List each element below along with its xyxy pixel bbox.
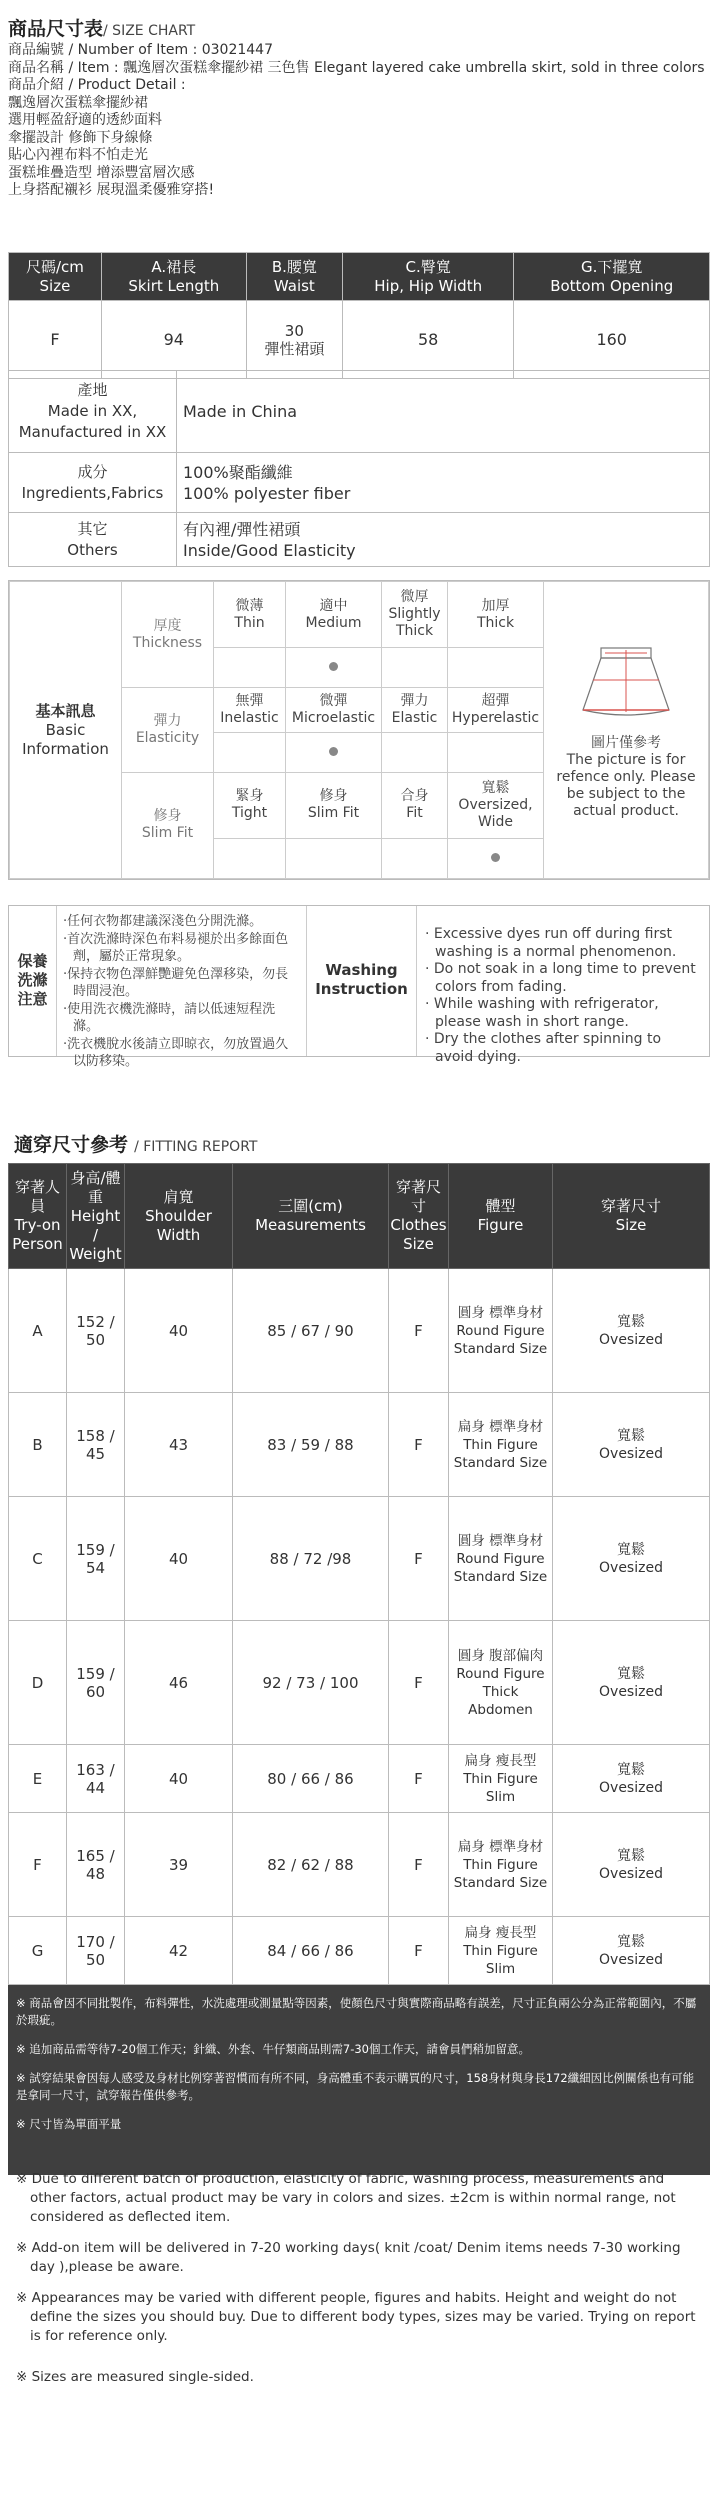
shoulder-cell: 39 <box>125 1813 233 1917</box>
elasticity-dot-cell <box>214 732 286 772</box>
hip-value: 58 <box>342 301 514 379</box>
info-line: 飄逸層次蛋糕傘擺紗裙 <box>8 94 148 111</box>
waist-value: 30 彈性裙頭 <box>246 301 342 379</box>
measurements-cell: 92 / 73 / 100 <box>233 1621 389 1745</box>
fit-dot-cell <box>448 839 544 879</box>
clothes-size-cell: F <box>389 1813 449 1917</box>
notes-zh <box>8 1985 710 2175</box>
person-cell: E <box>9 1745 67 1813</box>
figure-cell: 圓身 腹部偏肉 Round Figure Thick Abdomen <box>449 1621 553 1745</box>
person-cell: B <box>9 1393 67 1497</box>
thickness-option-thick: 加厚 Thick <box>448 582 544 648</box>
thickness-option-medium: 適中 Medium <box>286 582 382 648</box>
note-item: ※ 尺寸皆為單面平量 <box>16 2117 122 2131</box>
fit-size-cell: 寬鬆 Ovesized <box>553 1813 710 1917</box>
selected-dot-icon <box>329 747 338 756</box>
fit-option-fit: 合身 Fit <box>382 772 448 838</box>
info-line: 商品名稱 / Item : 飄逸層次蛋糕傘擺紗裙 三色售 Elegant layered cake umbrella skirt, sold in three colors <box>8 59 705 76</box>
bottom-opening-value: 160 <box>514 301 710 379</box>
clothes-size-cell: F <box>389 1917 449 1985</box>
selected-dot-icon <box>491 853 500 862</box>
figure-cell: 扁身 瘦長型 Thin Figure Slim <box>449 1745 553 1813</box>
figure-cell: 扁身 標準身材 Thin Figure Standard Size <box>449 1393 553 1497</box>
thickness-dot-cell <box>448 648 544 688</box>
care-notes-en: · Excessive dyes run off during first washing is a normal phenomenon. · Do not soak in a long time to prevent colors from fading. · While washing with refrigerator, please wash in short range. · Dry the clothes after spinning to avoid dying. <box>425 926 696 1065</box>
person-cell: A <box>9 1269 67 1393</box>
selected-dot-icon <box>329 662 338 671</box>
skirt-image-panel <box>544 582 709 879</box>
table-row <box>9 1621 710 1745</box>
shoulder-cell: 43 <box>125 1393 233 1497</box>
note-item: ※ 商品會因不同批製作，布料彈性，水洗處理或測量點等因素，使顏色尺寸與實際商品略有誤差，尺寸正負兩公分為正常範圍內，不屬於瑕疵。 <box>16 1996 697 2027</box>
info-line: 選用輕盈舒適的透紗面料 <box>8 112 162 128</box>
table-row <box>9 1393 710 1497</box>
measurements-cell: 85 / 67 / 90 <box>233 1269 389 1393</box>
elasticity-label: 彈力 Elasticity <box>122 688 214 773</box>
clothes-size-cell: F <box>389 1497 449 1621</box>
elasticity-dot-cell <box>382 732 448 772</box>
elasticity-option-elastic: 彈力 Elastic <box>382 688 448 733</box>
info-line: 貼心內裡布料不怕走光 <box>8 147 148 163</box>
slim-fit-label: 修身 Slim Fit <box>122 772 214 878</box>
image-note: 圖片僅參考 The picture is for refence only. Please be subject to the actual product. <box>556 735 696 819</box>
fit-size-cell: 寬鬆 Ovesized <box>553 1745 710 1813</box>
info-line: 傘擺設計 修飾下身線條 <box>8 129 153 146</box>
figure-cell: 圓身 標準身材 Round Figure Standard Size <box>449 1269 553 1393</box>
fit-header-person: 穿著人員 Try-on Person <box>9 1164 67 1269</box>
shoulder-cell: 40 <box>125 1269 233 1393</box>
info-line: 蛋糕堆疊造型 增添豐富層次感 <box>8 164 195 181</box>
thickness-dot-cell <box>382 648 448 688</box>
origin-label: 產地 Made in XX, Manufactured in XX <box>9 371 177 453</box>
skirt-length-value: 94 <box>101 301 246 379</box>
fit-dot-cell <box>214 839 286 879</box>
clothes-size-cell: F <box>389 1269 449 1393</box>
size-header: 尺碼/cm Size <box>9 253 102 301</box>
thickness-dot-cell <box>286 648 382 688</box>
size-table <box>8 252 710 379</box>
height-cell: 159 / 54 <box>67 1497 125 1621</box>
fit-size-cell: 寬鬆 Ovesized <box>553 1393 710 1497</box>
skirt-length-header: A.裙長 Skirt Length <box>101 253 246 301</box>
note-item: ※ Due to different batch of production, elasticity of fabric, washing process, measurements and other factors, actual product may be vary in colors and sizes. ±2cm is within normal range, not considered as deflected item. <box>16 2171 676 2225</box>
table-row <box>9 1269 710 1393</box>
others-label: 其它 Others <box>9 513 177 567</box>
washing-instruction-label: Washing Instruction <box>307 906 417 1056</box>
shoulder-cell: 42 <box>125 1917 233 1985</box>
elasticity-option-hyperelastic: 超彈 Hyperelastic <box>448 688 544 733</box>
height-cell: 158 / 45 <box>67 1393 125 1497</box>
measurements-cell: 80 / 66 / 86 <box>233 1745 389 1813</box>
notes-en <box>8 2160 710 2400</box>
height-cell: 170 / 50 <box>67 1917 125 1985</box>
table-row <box>9 1497 710 1621</box>
size-chart-title-zh: 商品尺寸表 <box>8 18 104 40</box>
fit-option-oversized: 寬鬆 Oversized, Wide <box>448 772 544 838</box>
thickness-dot-cell <box>214 648 286 688</box>
others-value: 有內裡/彈性裙頭 Inside/Good Elasticity <box>177 513 710 567</box>
height-cell: 163 / 44 <box>67 1745 125 1813</box>
person-cell: C <box>9 1497 67 1621</box>
note-item: ※ Add-on item will be delivered in 7-20 working days( knit /coat/ Denim items needs 7-30 working day ),please be aware. <box>16 2240 681 2275</box>
person-cell: F <box>9 1813 67 1917</box>
fit-header-measurements: 三圍(cm) Measurements <box>233 1164 389 1269</box>
clothes-size-cell: F <box>389 1745 449 1813</box>
washing-instruction-section <box>8 905 710 1069</box>
size-value: F <box>9 301 102 379</box>
fit-option-slim: 修身 Slim Fit <box>286 772 382 838</box>
height-cell: 165 / 48 <box>67 1813 125 1917</box>
size-chart-title <box>8 14 195 41</box>
hip-header: C.臀寬 Hip, Hip Width <box>342 253 514 301</box>
fitting-table <box>8 1163 710 1985</box>
note-item: ※ Appearances may be varied with different people, figures and habits. Height and weight do not define the sizes you should buy. Due to different body types, sizes may be varied. Trying on report is for reference only. <box>16 2290 696 2344</box>
thickness-label: 厚度 Thickness <box>122 582 214 688</box>
table-row <box>9 1813 710 1917</box>
thickness-option-slightly-thick: 微厚 Slightly Thick <box>382 582 448 648</box>
figure-cell: 圓身 標準身材 Round Figure Standard Size <box>449 1497 553 1621</box>
elasticity-dot-cell <box>448 732 544 772</box>
note-item: ※ Sizes are measured single-sided. <box>16 2369 254 2385</box>
shoulder-cell: 40 <box>125 1497 233 1621</box>
fit-size-cell: 寬鬆 Ovesized <box>553 1497 710 1621</box>
waist-header: B.腰寬 Waist <box>246 253 342 301</box>
elasticity-dot-cell <box>286 732 382 772</box>
table-row <box>9 1745 710 1813</box>
product-info <box>8 42 708 200</box>
fit-size-cell: 寬鬆 Ovesized <box>553 1269 710 1393</box>
fit-header-height: 身高/體重 Height / Weight <box>67 1164 125 1269</box>
clothes-size-cell: F <box>389 1393 449 1497</box>
info-line: 上身搭配襯衫 展現溫柔優雅穿搭! <box>8 182 215 198</box>
person-cell: D <box>9 1621 67 1745</box>
fabric-value: 100%聚酯纖維 100% polyester fiber <box>177 453 710 513</box>
figure-cell: 扁身 標準身材 Thin Figure Standard Size <box>449 1813 553 1917</box>
fit-header-clothes-size: 穿著尺寸 Clothes Size <box>389 1164 449 1269</box>
elasticity-option-inelastic: 無彈 Inelastic <box>214 688 286 733</box>
shoulder-cell: 40 <box>125 1745 233 1813</box>
bottom-opening-header: G.下擺寬 Bottom Opening <box>514 253 710 301</box>
table-row <box>9 1917 710 1985</box>
basic-information <box>8 580 710 880</box>
info-line: 商品編號 / Number of Item : 03021447 <box>8 42 273 58</box>
size-chart-title-en: / SIZE CHART <box>103 23 196 39</box>
fit-size-cell: 寬鬆 Ovesized <box>553 1917 710 1985</box>
care-label: 保養 洗滌 注意 <box>9 906 57 1056</box>
fit-header-size: 穿著尺寸 Size <box>553 1164 710 1269</box>
attribute-table <box>8 370 710 567</box>
shoulder-cell: 46 <box>125 1621 233 1745</box>
thickness-option-thin: 微薄 Thin <box>214 582 286 648</box>
note-item: ※ 試穿結果會因每人感受及身材比例穿著習慣而有所不同，身高體重不表示購買的尺寸，158身材與身長172纖細因比例關係也有可能是拿同一尺寸，試穿報告僅供參考。 <box>16 2071 695 2102</box>
measurements-cell: 84 / 66 / 86 <box>233 1917 389 1985</box>
fit-option-tight: 緊身 Tight <box>214 772 286 838</box>
fitting-report-title: 適穿尺寸參考 / FITTING REPORT <box>14 1134 258 1156</box>
height-cell: 152 / 50 <box>67 1269 125 1393</box>
basic-info-label: 基本訊息 Basic Information <box>10 582 122 879</box>
fabric-label: 成分 Ingredients,Fabrics <box>9 453 177 513</box>
skirt-diagram <box>571 640 681 730</box>
note-item: ※ 追加商品需等待7-20個工作天；針織、外套、牛仔類商品則需7-30個工作天，請會員們稍加留意。 <box>16 2042 530 2056</box>
height-cell: 159 / 60 <box>67 1621 125 1745</box>
info-line: 商品介紹 / Product Detail : <box>8 77 186 93</box>
figure-cell: 扁身 瘦長型 Thin Figure Slim <box>449 1917 553 1985</box>
measurements-cell: 88 / 72 /98 <box>233 1497 389 1621</box>
clothes-size-cell: F <box>389 1621 449 1745</box>
fit-header-figure: 體型 Figure <box>449 1164 553 1269</box>
fit-header-shoulder: 肩寬 Shoulder Width <box>125 1164 233 1269</box>
elasticity-option-microelastic: 微彈 Microelastic <box>286 688 382 733</box>
measurements-cell: 83 / 59 / 88 <box>233 1393 389 1497</box>
person-cell: G <box>9 1917 67 1985</box>
origin-value: Made in China <box>177 371 710 453</box>
fit-dot-cell <box>286 839 382 879</box>
fit-size-cell: 寬鬆 Ovesized <box>553 1621 710 1745</box>
care-notes-zh: ·任何衣物都建議深淺色分開洗滌。 ·首次洗滌時深色布料易褪於出多餘面色劑，屬於正常現象。 ·保持衣物色澤鮮艷避免色澤移染，勿長時間浸泡。 ·使用洗衣機洗滌時，請以低速短程洗滌。 ·洗衣機脫水後請立即晾衣，勿放置過久以防移染。 <box>57 906 307 1056</box>
measurements-cell: 82 / 62 / 88 <box>233 1813 389 1917</box>
fit-dot-cell <box>382 839 448 879</box>
